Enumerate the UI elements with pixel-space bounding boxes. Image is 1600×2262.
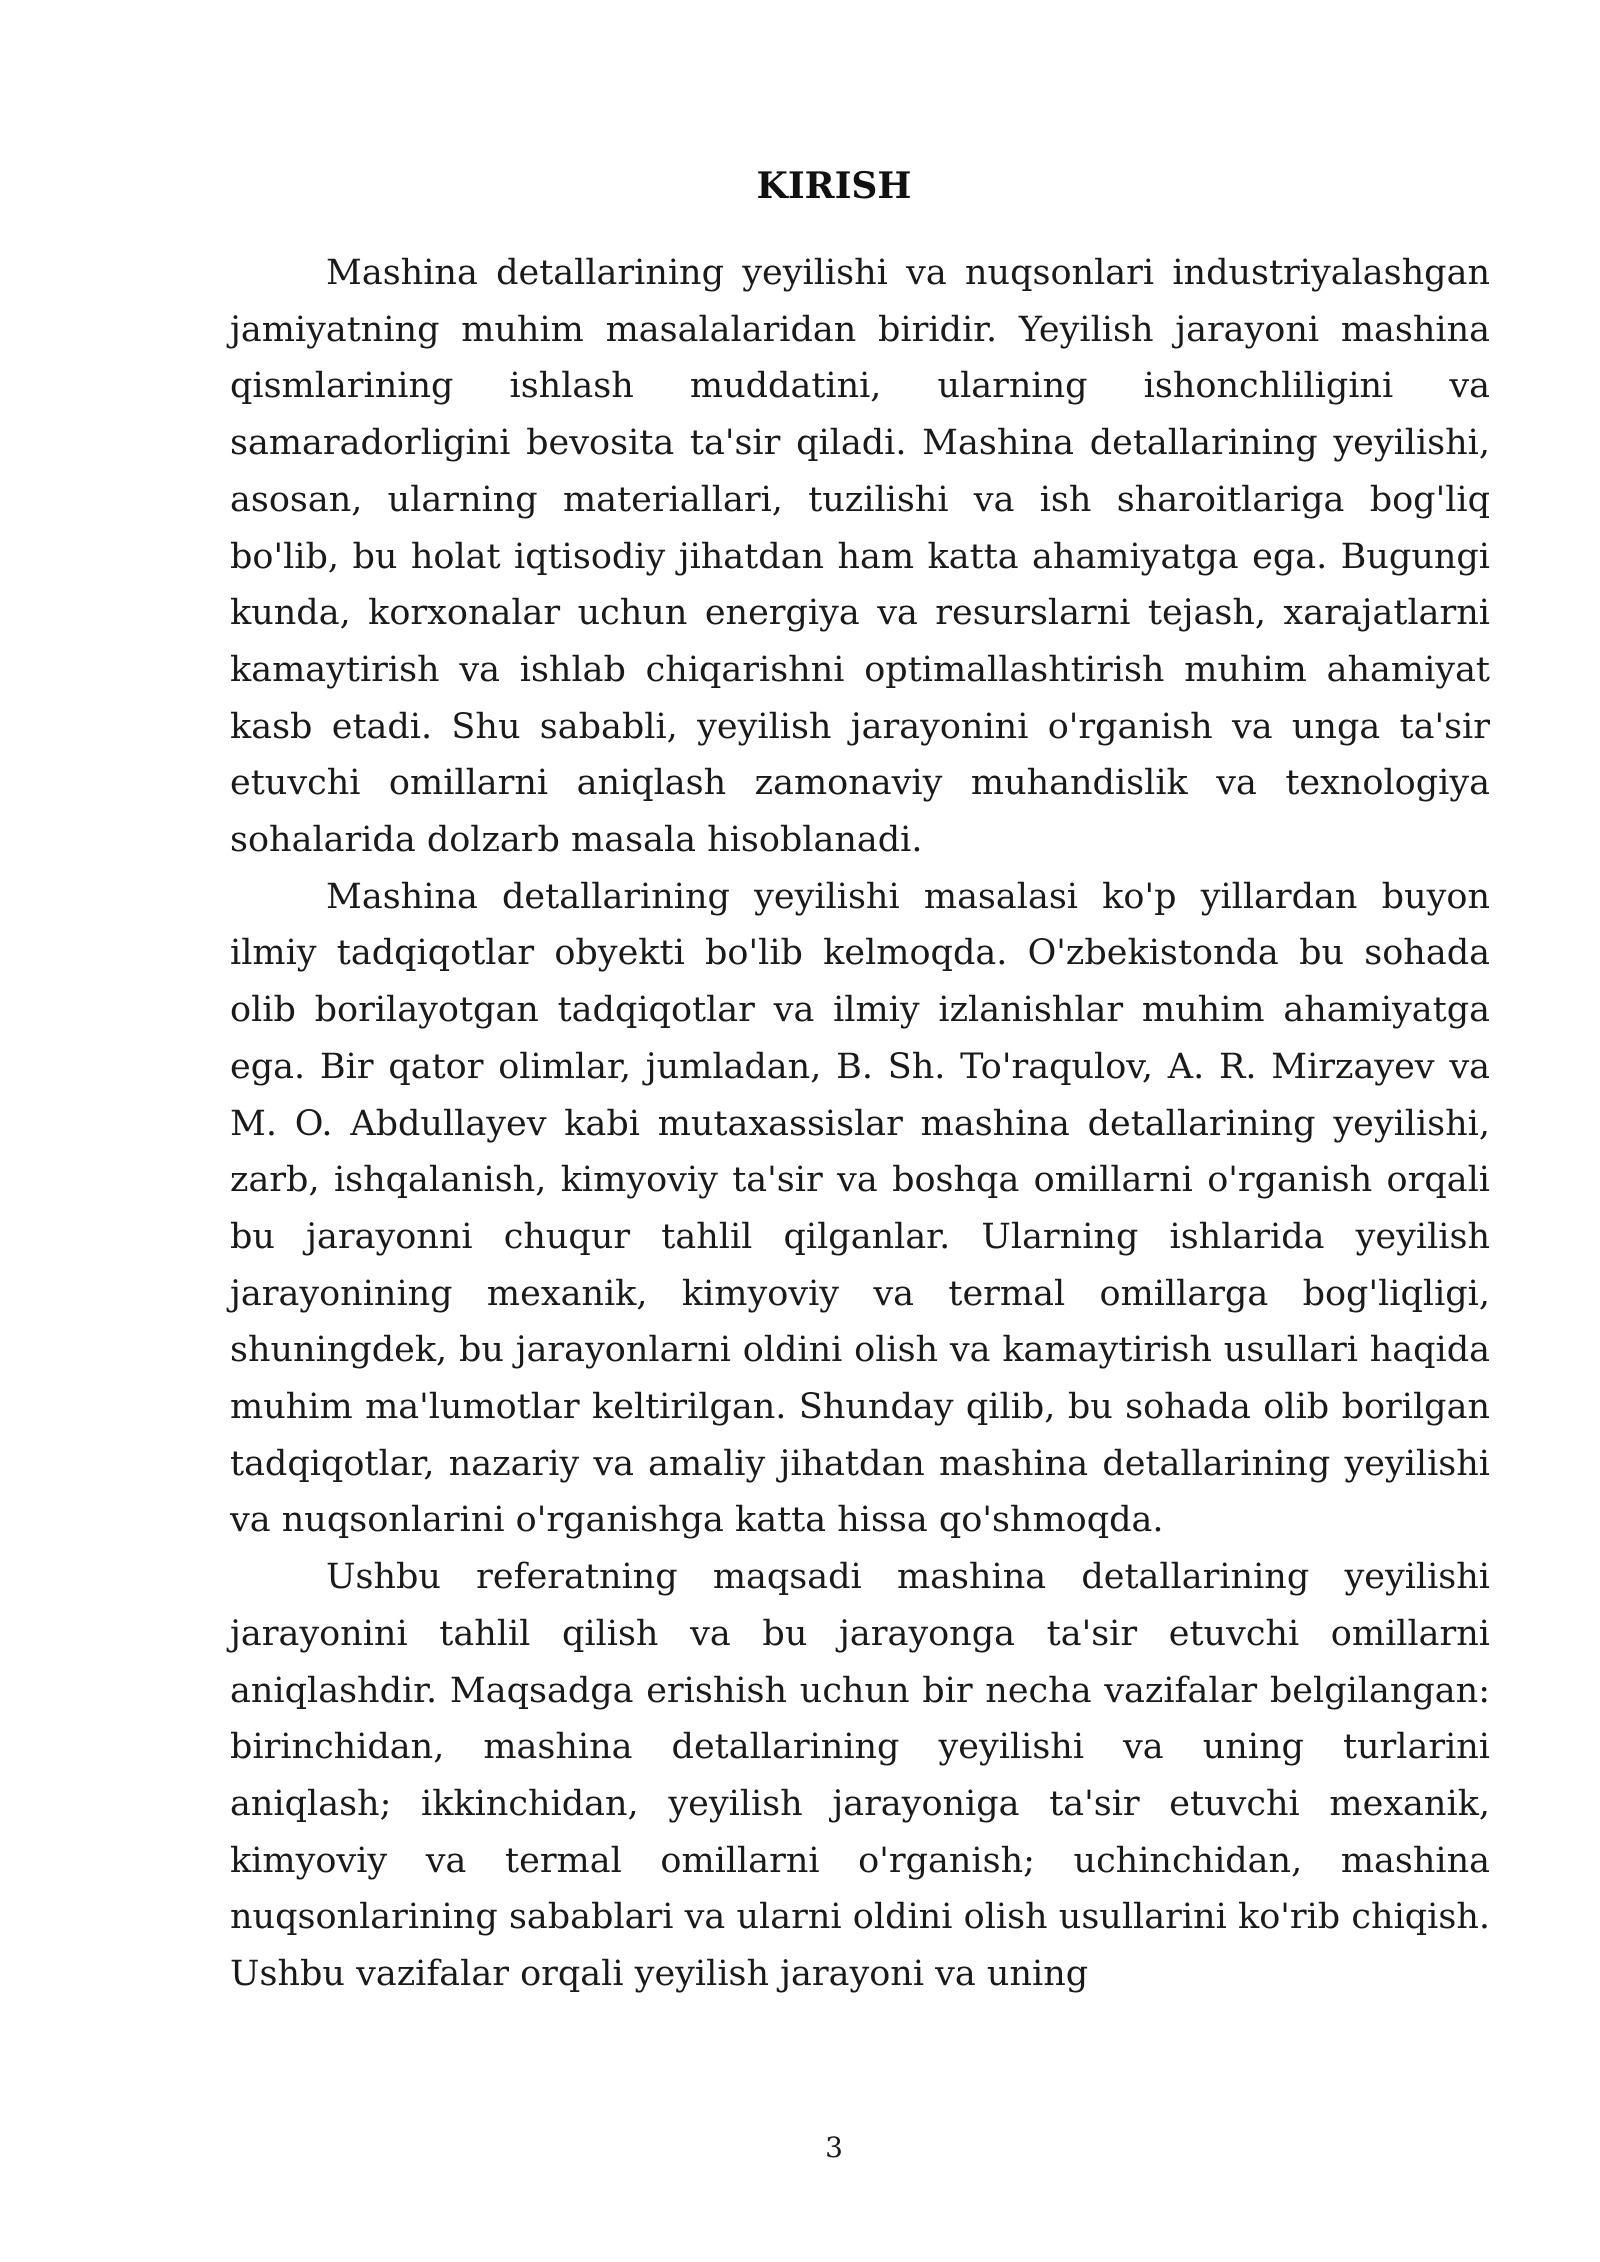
paragraph-research-review: Mashina detallarining yeyilishi masalasi ko'p yillardan buyon ilmiy tadqiqotlar obyekti bo'lib kelmoqda. O'zbekistonda bu sohada olib borilayotgan tadqiqotlar va ilmiy izlanishlar muhim ahamiyatga ega. Bir qator olimlar, jumladan, B. Sh. To'raqulov, A. R. Mirzayev va M. O. Abdullayev kabi mutaxassislar mashina detallarining yeyilishi, zarb, ishqalanish, kimyoviy ta'sir va boshqa omillarni o'rganish orqali bu jarayonni chuqur tahlil qilganlar. Ularning ishlarida yeyilish jarayonining mexanik, kimyoviy va termal omillarga bog'liqligi, shuningdek, bu jarayonlarni oldini olish va kamaytirish usullari haqida muhim ma'lumotlar keltirilgan. Shunday qilib, bu sohada olib borilgan tadqiqotlar, nazariy va amaliy jihatdan mashina detallarining yeyilishi va nuqsonlarini o'rganishga katta hissa qo'shmoqda.: [230, 876, 1490, 1541]
page-number: 3: [825, 2131, 843, 2164]
body-text: [230, 245, 1490, 2003]
paragraph-objectives: Ushbu referatning maqsadi mashina detallarining yeyilishi jarayonini tahlil qilish va bu jarayonga ta'sir etuvchi omillarni aniqlashdir. Maqsadga erishish uchun bir necha vazifalar belgilangan: birinchidan, mashina detallarining yeyilishi va uning turlarini aniqlash; ikkinchidan, yeyilish jarayoniga ta'sir etuvchi mexanik, kimyoviy va termal omillarni o'rganish; uchinchidan, mashina nuqsonlarining sabablari va ularni oldini olish usullarini ko'rib chiqish. Ushbu vazifalar orqali yeyilish jarayoni va uning: [230, 1557, 1490, 1995]
paragraph-introduction: Mashina detallarining yeyilishi va nuqsonlari industriyalashgan jamiyatning muhim masalalaridan biridir. Yeyilish jarayoni mashina qismlarining ishlash muddatini, ularning ishonchliligini va samaradorligini bevosita ta'sir qiladi. Mashina detallarining yeyilishi, asosan, ularning materiallari, tuzilishi va ish sharoitlariga bog'liq bo'lib, bu holat iqtisodiy jihatdan ham katta ahamiyatga ega. Bugungi kunda, korxonalar uchun energiya va resurslarni tejash, xarajatlarni kamaytirish va ishlab chiqarishni optimallashtirish muhim ahamiyat kasb etadi. Shu sababli, yeyilish jarayonini o'rganish va unga ta'sir etuvchi omillarni aniqlash zamonaviy muhandislik va texnologiya sohalarida dolzarb masala hisoblanadi.: [230, 253, 1490, 861]
section-heading: KIRISH: [756, 165, 912, 207]
